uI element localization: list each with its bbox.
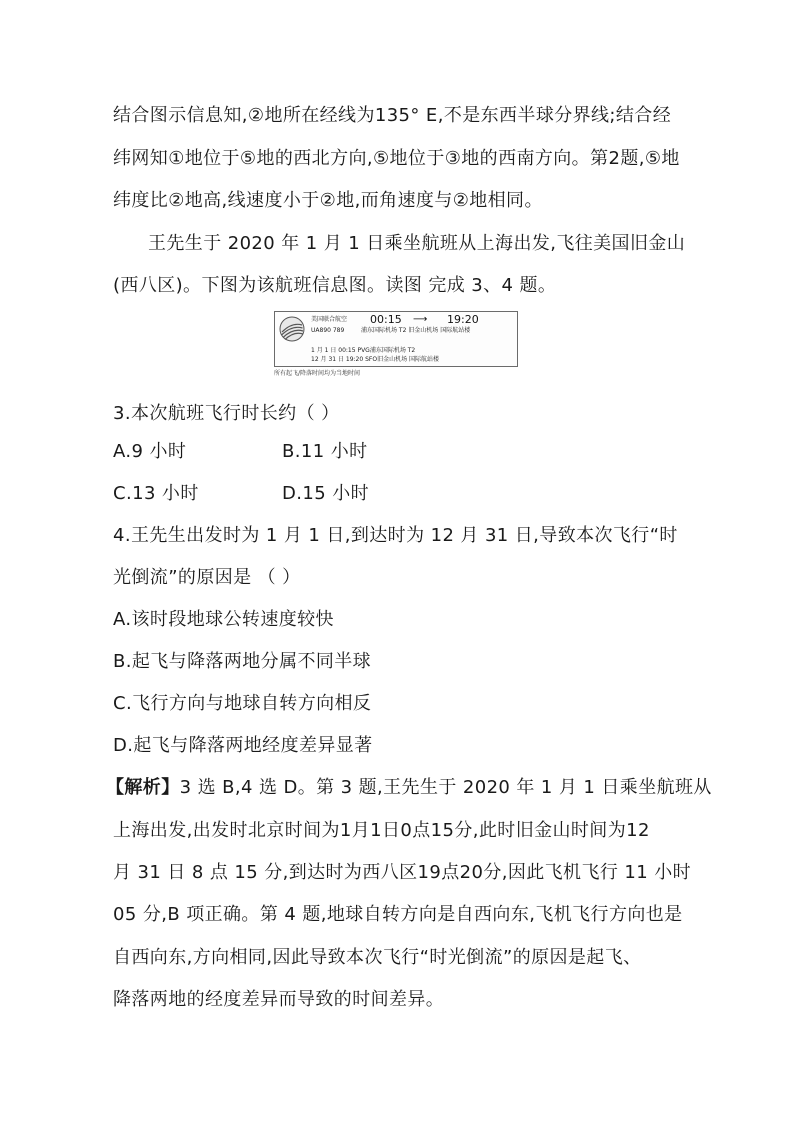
flight-route: 浦东国际机场 T2 旧金山机场 国际航站楼 — [361, 327, 471, 334]
paragraph-line: 结合图示信息知,②地所在经线为135° E,不是东西半球分界线;结合经 — [113, 105, 672, 126]
flight-arrow: ⟶ — [413, 314, 428, 325]
arrive-time: 19:20 — [447, 313, 479, 326]
intro-line: (西八区)。下图为该航班信息图。读图 完成 3、4 题。 — [113, 275, 557, 296]
question-4-stem: 4.王先生出发时为 1 月 1 日,到达时为 12 月 31 日,导致本次飞行“时 — [113, 525, 678, 546]
flight-number: UA890 789 — [311, 327, 345, 334]
analysis-line: 降落两地的经度差异而导致的时间差异。 — [113, 989, 445, 1010]
question-3-stem: 3.本次航班飞行时长约（ ） — [113, 403, 340, 424]
analysis-line: 自西向东,方向相同,因此导致本次飞行“时光倒流”的原因是起飞、 — [113, 947, 642, 968]
airline-name: 美国联合航空 — [311, 316, 348, 323]
intro-line: 王先生于 2020 年 1 月 1 日乘坐航班从上海出发,飞往美国旧金山 — [148, 233, 686, 254]
flight-row-arrive: 12 月 31 日 19:20 SFO旧金山机场 国际航站楼 — [311, 356, 439, 363]
question-4-stem: 光倒流”的原因是 （ ） — [113, 567, 301, 588]
q4-option-b: B.起飞与降落两地分属不同半球 — [113, 651, 372, 672]
analysis-line: 月 31 日 8 点 15 分,到达时为西八区19点20分,因此飞机飞行 11 小时 — [113, 862, 691, 883]
q3-option-d: D.15 小时 — [282, 483, 370, 504]
analysis-line — [106, 775, 712, 801]
airline-globe-logo-icon — [279, 316, 305, 342]
flight-note: 所有起飞/降落时间均为当地时间 — [274, 370, 361, 377]
analysis-line: 上海出发,出发时北京时间为1月1日0点15分,此时旧金山时间为12 — [113, 820, 650, 841]
depart-time: 00:15 — [370, 313, 402, 326]
q4-option-a: A.该时段地球公转速度较快 — [113, 609, 334, 630]
q3-option-b: B.11 小时 — [282, 441, 368, 462]
paragraph-line: 纬度比②地高,线速度小于②地,而角速度与②地相同。 — [113, 190, 543, 211]
q3-option-a: A.9 小时 — [113, 441, 187, 462]
q4-option-d: D.起飞与降落两地经度差异显著 — [113, 735, 373, 756]
paragraph-line: 纬网知①地位于⑤地的西北方向,⑤地位于③地的西南方向。第2题,⑤地 — [113, 148, 680, 169]
analysis-text: 3 选 B,4 选 D。第 3 题,王先生于 2020 年 1 月 1 日乘坐航班从 — [179, 777, 712, 798]
analysis-line: 05 分,B 项正确。第 4 题,地球自转方向是自西向东,飞机飞行方向也是 — [113, 904, 683, 925]
q3-option-c: C.13 小时 — [113, 483, 199, 504]
flight-info-card — [274, 311, 518, 367]
flight-row-depart: 1 月 1 日 00:15 PVG浦东国际机场 T2 — [311, 347, 416, 354]
analysis-tag: 【解析】 — [106, 777, 180, 798]
q4-option-c: C.飞行方向与地球自转方向相反 — [113, 693, 372, 714]
